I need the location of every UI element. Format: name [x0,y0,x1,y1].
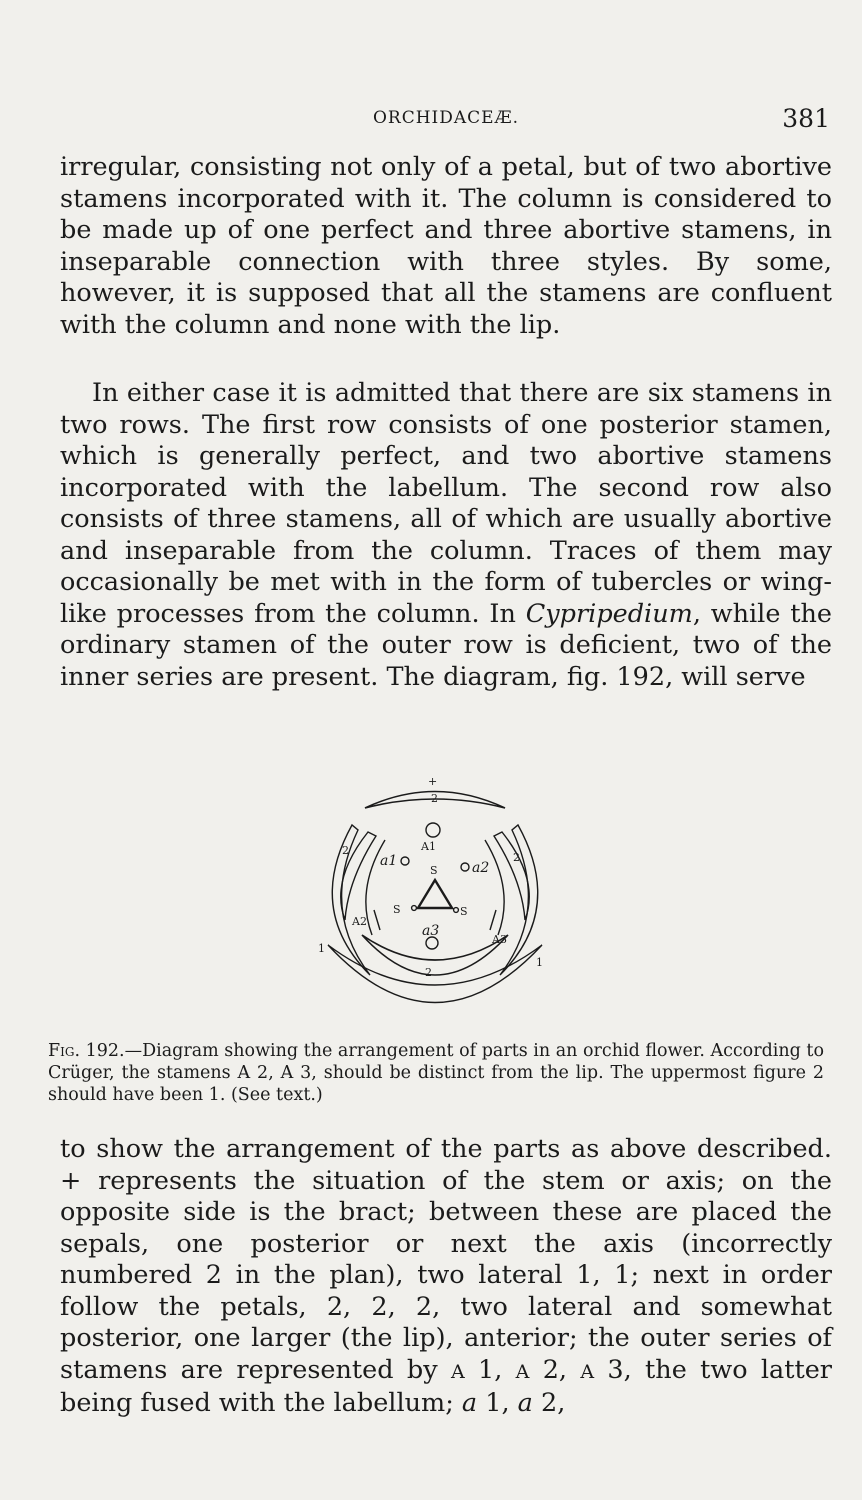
a3-label: a3 [422,923,440,939]
lip-petal [362,935,508,975]
cypripedium-italic: Cypripedium [525,598,693,629]
S-right-dot [454,908,459,913]
stamen-A-2: A [515,1360,530,1383]
paragraph-3-part-e: 1, [477,1388,518,1418]
a1-circle [401,857,409,865]
stamen-A-3: A [580,1360,595,1383]
A2-mark [374,910,380,930]
right-1-label: 1 [536,956,543,969]
paragraph-2 [60,378,832,693]
paragraph-3 [60,1134,832,1420]
paragraph-2-part-a: In either case it is admitted that there are six stamens in two rows. The first row consists of one posterior stamen, which is generally perfect, and two abortive stamens incorporated with the labellum. The second row also consists of three stamens, all of which are usually abortive and inseparable from the column. Traces of them may occasionally be met with in the form of tubercles or wing-like processes from the column. In [60,378,832,629]
a1-label: a1 [380,853,398,869]
central-triangle [418,880,452,908]
plus-label: + [428,775,438,788]
left-2-label: 2 [342,844,349,857]
paragraph-3-part-c: 2, [529,1354,581,1385]
paragraph-1-text: irregular, consisting not only of a petal, but of two abortive stamens incorporated with it. The column is considered to be made up of one perfect and three abortive stamens, in inseparable connection with three styles. By some, however, it is supposed that all the stamens are confluent with the column and none with the lip. [60,152,832,340]
stamen-A-1: A [450,1360,465,1383]
S-left-dot [412,906,417,911]
A1-anther-circle [426,823,440,837]
A1-label: A1 [421,840,436,853]
orchid-floral-diagram [310,770,560,1030]
stamen-a-2: a [517,1388,533,1418]
page-number: 381 [782,104,830,133]
paragraph-3-text [60,1134,832,1420]
figure-id: Fig. 192. [48,1041,125,1061]
figure-caption [48,1040,824,1106]
a2-label: a2 [472,860,490,876]
bottom-outer-sepal [328,945,542,1003]
S-top-label: S [430,864,438,877]
paragraph-3-part-d: 3, the two latter being fused with the labellum; [60,1354,832,1418]
page-header [60,104,832,140]
paragraph-2-part-b: , while the ordinary stamen of the outer row is deficient, two of the inner series are present. The diagram, fig. 192, will serve [60,598,832,692]
running-title: ORCHIDACEÆ. [372,108,520,128]
right-petal [494,832,529,920]
see-text-note: (See text.) [230,1085,323,1105]
caption-text: —Diagram showing the arrangement of parts in an orchid flower. According to Crüger, the stamens A 2, A 3, should be distinct from the lip. The uppermost figure 2 should have been 1. [48,1041,824,1105]
a2-circle [461,863,469,871]
right-2-label: 2 [513,851,520,864]
floral-diagram-svg [310,770,560,1030]
paragraph-1 [60,152,832,341]
top-2-label: 2 [431,792,438,805]
stamen-a-1: a [461,1388,478,1418]
paragraph-3-part-f: 2, [532,1388,566,1418]
left-1-label: 1 [318,942,325,955]
S-right-label: S [460,905,468,918]
A3-mark [490,910,496,930]
bottom-2-label: 2 [425,966,432,979]
A3-label: A3 [492,933,507,946]
S-left-label: S [393,903,401,916]
paragraph-3-part-a: to show the arrangement of the parts as above described. + represents the situation of the stem or axis; on the opposite side is the bract; between these are placed the sepals, one posterior or next the axis (incorrectly numbered 2 in the plan), two lateral 1, 1; next in order follow the petals, 2, 2, 2, two lateral and somewhat posterior, one larger (the lip), anterior; the outer series of stamens are represented by [60,1134,832,1385]
paragraph-3-part-b: 1, [464,1354,516,1385]
paragraph-2-text [60,378,832,693]
right-inner-arc [485,840,504,935]
A2-label: A2 [352,915,367,928]
